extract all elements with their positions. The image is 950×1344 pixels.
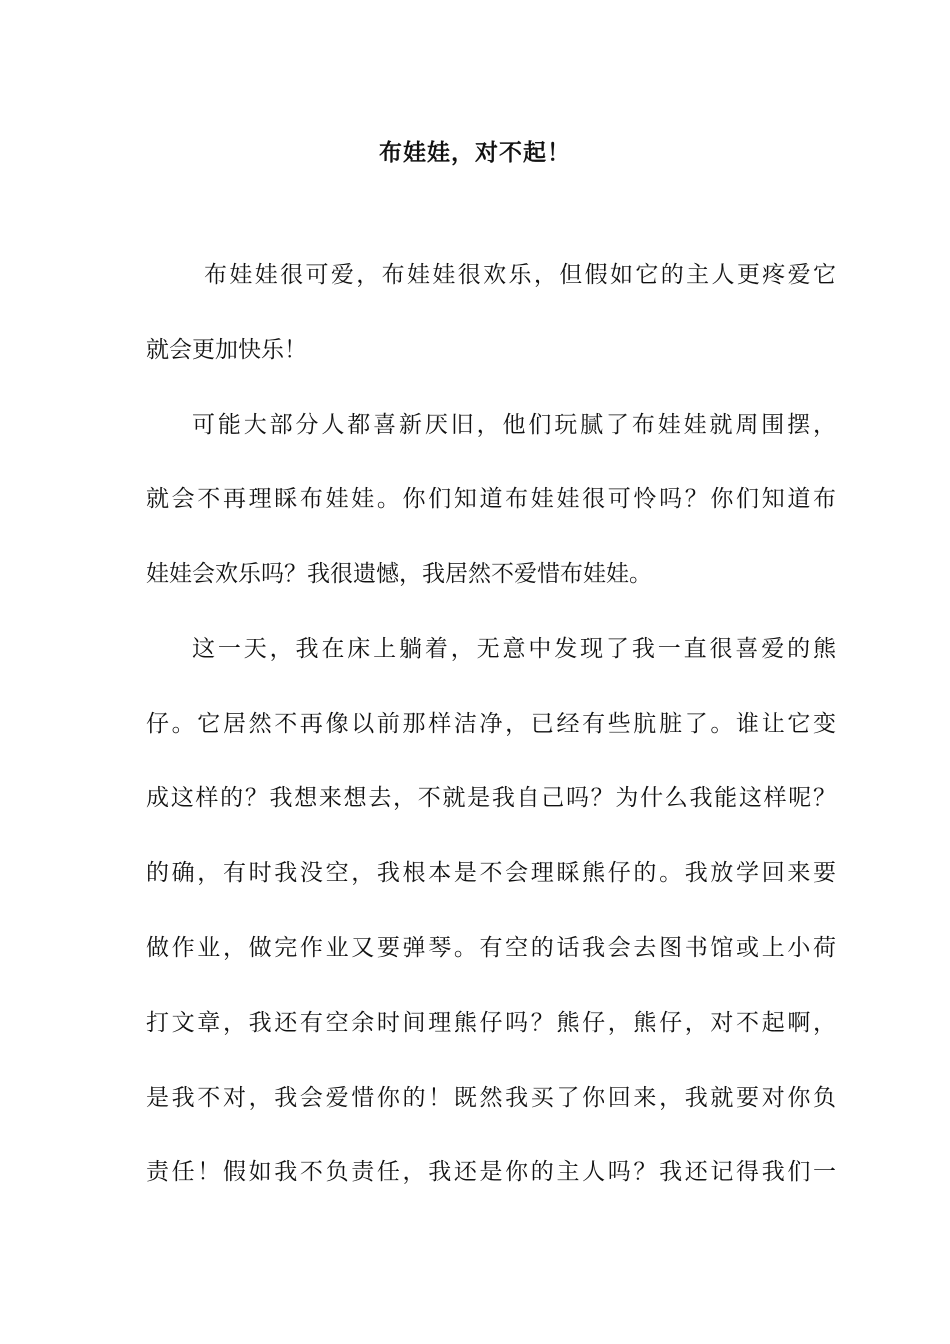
paragraph-line: 这一天，我在床上躺着，无意中发现了我一直很喜爱的熊 — [192, 635, 836, 662]
paragraph-line: 是我不对，我会爱惜你的！既然我买了你回来，我就要对你负 — [146, 1084, 836, 1111]
document-title: 布娃娃，对不起！ — [379, 139, 571, 166]
paragraph-line: 可能大部分人都喜新厌旧，他们玩腻了布娃娃就周围摆， — [192, 411, 836, 438]
paragraph-line: 就会不再理睬布娃娃。你们知道布娃娃很可怜吗？你们知道布 — [146, 486, 836, 513]
paragraph-line: 责任！假如我不负责任，我还是你的主人吗？我还记得我们一 — [146, 1159, 836, 1186]
paragraph-line: 成这样的？我想来想去，不就是我自己吗？为什么我能这样呢？ — [146, 785, 836, 812]
paragraph-line: 打文章，我还有空余时间理熊仔吗？熊仔，熊仔，对不起啊， — [146, 1009, 836, 1036]
paragraph-line: 做作业，做完作业又要弹琴。有空的话我会去图书馆或上小荷 — [146, 935, 836, 962]
paragraph-line: 布娃娃很可爱，布娃娃很欢乐，但假如它的主人更疼爱它 — [204, 262, 836, 288]
paragraph-line: 仔。它居然不再像以前那样洁净，已经有些肮脏了。谁让它变 — [146, 710, 836, 737]
paragraph-line: 就会更加快乐！ — [146, 336, 307, 363]
paragraph-line: 娃娃会欢乐吗？我很遗憾，我居然不爱惜布娃娃。 — [146, 561, 652, 588]
document-body — [146, 257, 836, 1229]
paragraph-line: 的确，有时我没空，我根本是不会理睬熊仔的。我放学回来要 — [146, 860, 836, 887]
